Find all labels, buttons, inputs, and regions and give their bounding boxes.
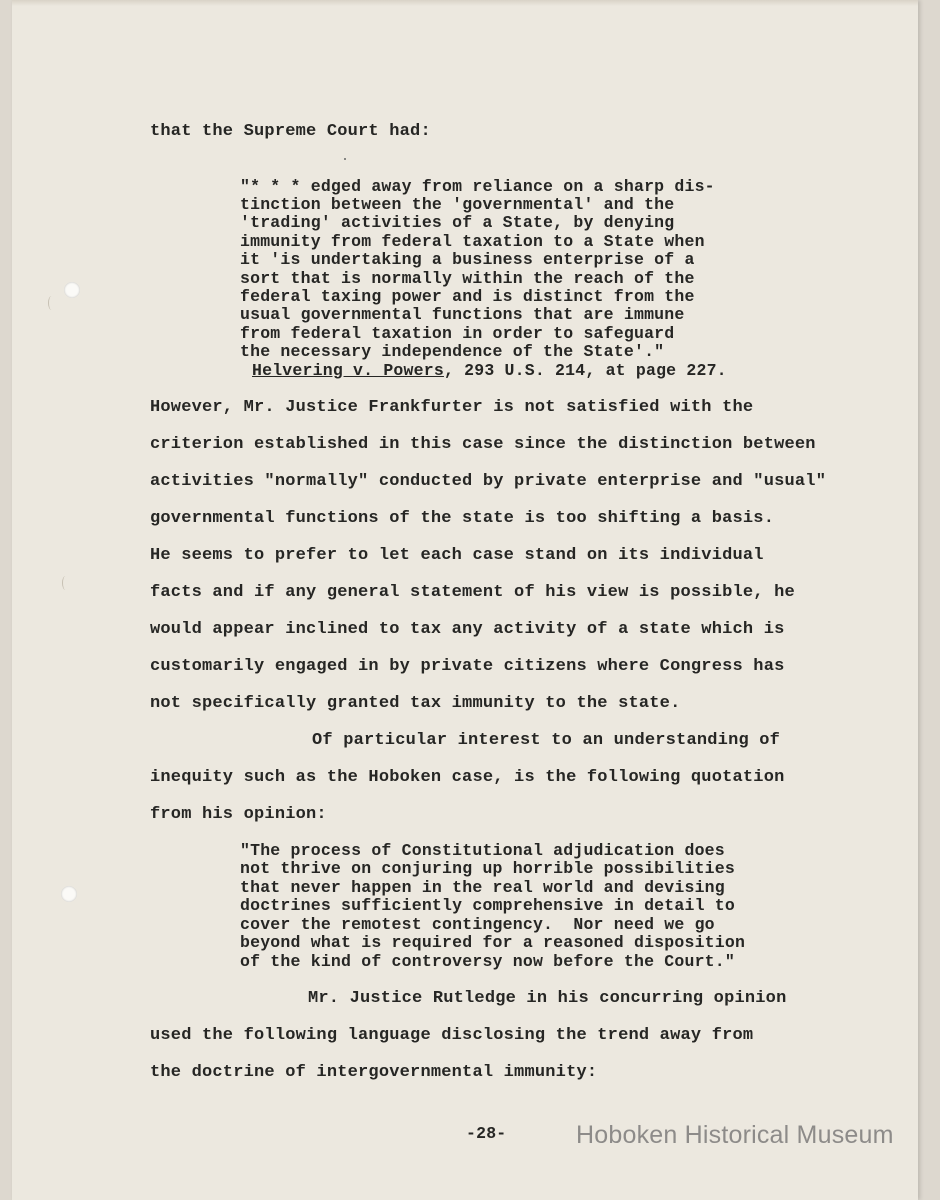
quote-line: usual governmental functions that are immune	[240, 305, 685, 324]
quote-line: federal taxing power and is distinct from the	[240, 287, 695, 306]
citation-reference: , 293 U.S. 214, at page 227.	[443, 361, 727, 380]
citation-line	[252, 362, 727, 380]
body-line: Mr. Justice Rutledge in his concurring opinion	[308, 989, 787, 1008]
body-line: from his opinion:	[150, 805, 327, 824]
body-line: used the following language disclosing the trend away from	[150, 1026, 754, 1045]
quote-line: that never happen in the real world and devising	[240, 878, 725, 897]
quote-line: of the kind of controversy now before the Court."	[240, 952, 735, 971]
quote-line: not thrive on conjuring up horrible possibilities	[240, 859, 735, 878]
body-line: inequity such as the Hoboken case, is the following quotation	[150, 768, 785, 787]
body-line: governmental functions of the state is too shifting a basis.	[150, 509, 775, 528]
quote-line: beyond what is required for a reasoned disposition	[240, 933, 746, 952]
body-line: would appear inclined to tax any activity of a state which is	[150, 620, 785, 639]
body-line: facts and if any general statement of his view is possible, he	[150, 583, 795, 602]
paper-crease-mark	[48, 296, 55, 310]
body-line: activities "normally" conducted by private enterprise and "usual"	[150, 472, 827, 491]
body-line: Of particular interest to an understanding of	[312, 731, 781, 750]
quote-line: 'trading' activities of a State, by denying	[240, 213, 675, 232]
quote-line: sort that is normally within the reach of the	[240, 269, 695, 288]
quote-line: it 'is undertaking a business enterprise of a	[240, 250, 695, 269]
citation-case-name: Helvering v. Powers	[252, 361, 444, 380]
body-line: customarily engaged in by private citizens where Congress has	[150, 657, 785, 676]
ink-speck	[344, 158, 346, 160]
punch-hole-bottom	[61, 886, 77, 902]
quote-line: tinction between the 'governmental' and the	[240, 195, 675, 214]
body-line: However, Mr. Justice Frankfurter is not satisfied with the	[150, 398, 754, 417]
body-line: the doctrine of intergovernmental immunity:	[150, 1063, 598, 1082]
body-line: criterion established in this case since the distinction between	[150, 435, 816, 454]
body-line: He seems to prefer to let each case stand on its individual	[150, 546, 764, 565]
quote-line: from federal taxation in order to safeguard	[240, 324, 675, 343]
body-line: not specifically granted tax immunity to the state.	[150, 694, 681, 713]
page-number: -28-	[466, 1124, 507, 1143]
intro-line: that the Supreme Court had:	[150, 122, 431, 141]
punch-hole-top	[64, 282, 80, 298]
quote-line: doctrines sufficiently comprehensive in detail to	[240, 896, 735, 915]
watermark: Hoboken Historical Museum	[576, 1121, 894, 1149]
quote-line: cover the remotest contingency. Nor need we go	[240, 915, 715, 934]
quote-line: "* * * edged away from reliance on a sharp dis-	[240, 177, 715, 196]
page-top-edge	[12, 0, 918, 6]
quote-line: the necessary independence of the State'."	[240, 342, 665, 361]
quote-line: "The process of Constitutional adjudication does	[240, 841, 725, 860]
quote-line: immunity from federal taxation to a State when	[240, 232, 705, 251]
paper-crease-mark	[62, 576, 69, 590]
